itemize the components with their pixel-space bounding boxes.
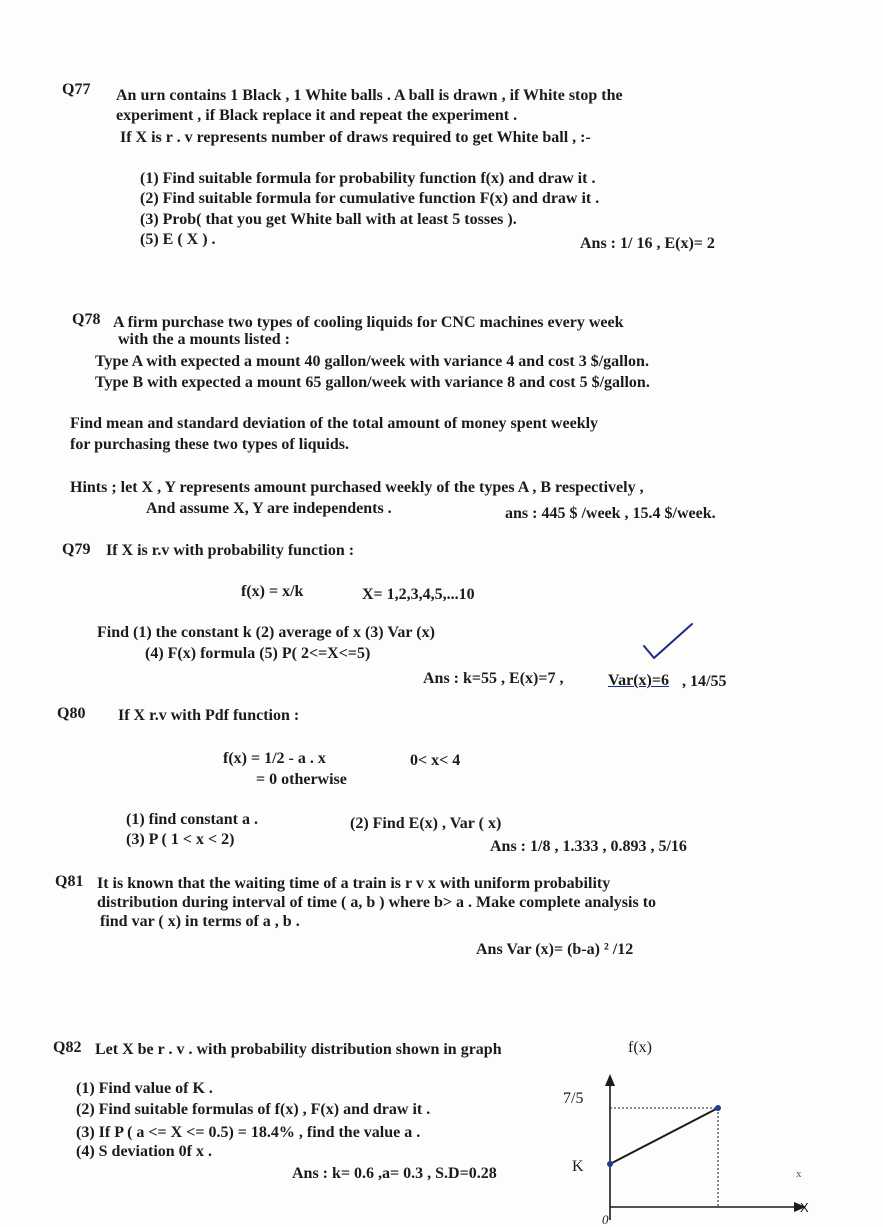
q81-number: Q81 <box>55 873 84 890</box>
q78-hints-1: Hints ; let X , Y represents amount purchased weekly of the types A , B respectively , <box>70 479 644 496</box>
q79-formula: f(x) = x/k <box>241 583 304 600</box>
end-point <box>715 1105 721 1111</box>
density-line <box>610 1108 718 1164</box>
q80-item-3: (3) P ( 1 < x < 2) <box>126 831 235 848</box>
q81-line-2: distribution during interval of time ( a, b ) where b> a . Make complete analysis to <box>97 894 657 911</box>
q81-line-1: It is known that the waiting time of a train is r v x with uniform probability <box>97 875 611 892</box>
probability-graph <box>560 1030 820 1227</box>
q78-answer: ans : 445 $ /week , 15.4 $/week. <box>505 505 716 522</box>
q79-answer-c: , 14/55 <box>682 673 727 690</box>
q82-number: Q82 <box>53 1039 82 1056</box>
q80-answer: Ans : 1/8 , 1.333 , 0.893 , 5/16 <box>490 838 687 855</box>
top-value-label: 7/5 <box>563 1090 584 1107</box>
q80-title: If X r.v with Pdf function : <box>118 707 300 724</box>
q82-item-3: (3) If P ( a <= X <= 0.5) = 18.4% , find the value a . <box>76 1124 421 1141</box>
q77-number: Q77 <box>62 81 91 98</box>
q77-line-3: If X is r . v represents number of draws required to get White ball , :- <box>120 129 591 146</box>
q79-number: Q79 <box>62 541 91 558</box>
q79-answer-a: Ans : k=55 , E(x)=7 , <box>423 670 564 687</box>
q78-type-b: Type B with expected a mount 65 gallon/week with variance 8 and cost 5 $/gallon. <box>95 374 650 391</box>
q79-find-a: Find (1) the constant k (2) average of x (3) Var (x) <box>97 624 435 641</box>
q78-line-2: with the a mounts listed : <box>118 331 291 348</box>
q81-line-3: find var ( x) in terms of a , b . <box>100 913 300 930</box>
q78-type-a: Type A with expected a mount 40 gallon/week with variance 4 and cost 3 $/gallon. <box>95 353 649 370</box>
q80-otherwise: = 0 otherwise <box>256 771 347 788</box>
q82-item-1: (1) Find value of K . <box>76 1080 213 1097</box>
q78-find-2: for purchasing these two types of liquids. <box>70 436 349 453</box>
q79-title: If X is r.v with probability function : <box>106 542 355 559</box>
q81-answer: Ans Var (x)= (b-a) ² /12 <box>476 941 634 958</box>
q79-domain: X= 1,2,3,4,5,...10 <box>362 586 475 603</box>
q78-find-1: Find mean and standard deviation of the total amount of money spent weekly <box>70 415 599 432</box>
q80-number: Q80 <box>57 705 86 722</box>
x-axis-label: X <box>800 1200 809 1215</box>
q77-item-3: (3) Prob( that you get White ball with at least 5 tosses ). <box>140 211 517 228</box>
q77-line-1: An urn contains 1 Black , 1 White balls . A ball is drawn , if White stop the <box>116 87 623 104</box>
q82-answer: Ans : k= 0.6 ,a= 0.3 , S.D=0.28 <box>292 1165 497 1182</box>
q77-item-5: (5) E ( X ) . <box>140 231 216 248</box>
q80-item-1: (1) find constant a . <box>126 811 259 828</box>
y-axis-arrow <box>605 1074 615 1086</box>
q77-line-2: experiment , if Black replace it and repeat the experiment . <box>116 107 518 124</box>
q79-answer-var: Var(x)=6 <box>608 672 669 689</box>
q80-formula: f(x) = 1/2 - a . x <box>223 750 326 767</box>
q82-title: Let X be r . v . with probability distribution shown in graph <box>95 1041 502 1058</box>
q78-number: Q78 <box>72 311 101 328</box>
q77-item-1: (1) Find suitable formula for probability function f(x) and draw it . <box>140 170 596 187</box>
q80-range: 0< x< 4 <box>410 752 461 769</box>
y-axis-label: f(x) <box>628 1039 652 1056</box>
q77-answer: Ans : 1/ 16 , E(x)= 2 <box>580 235 715 252</box>
x-label-small: x <box>796 1168 802 1180</box>
start-point <box>607 1161 613 1167</box>
q78-line-1: A firm purchase two types of cooling liquids for CNC machines every week <box>113 314 624 331</box>
q78-hints-2: And assume X, Y are independents . <box>146 500 392 517</box>
q82-item-2: (2) Find suitable formulas of f(x) , F(x) and draw it . <box>76 1101 431 1118</box>
k-label: K <box>572 1158 584 1175</box>
q77-item-2: (2) Find suitable formula for cumulative function F(x) and draw it . <box>140 190 600 207</box>
q80-item-2: (2) Find E(x) , Var ( x) <box>350 815 502 832</box>
q82-item-4: (4) S deviation 0f x . <box>76 1143 212 1160</box>
origin-label: 0 <box>602 1212 609 1227</box>
q79-find-b: (4) F(x) formula (5) P( 2<=X<=5) <box>145 645 371 662</box>
checkmark-icon <box>640 620 700 662</box>
